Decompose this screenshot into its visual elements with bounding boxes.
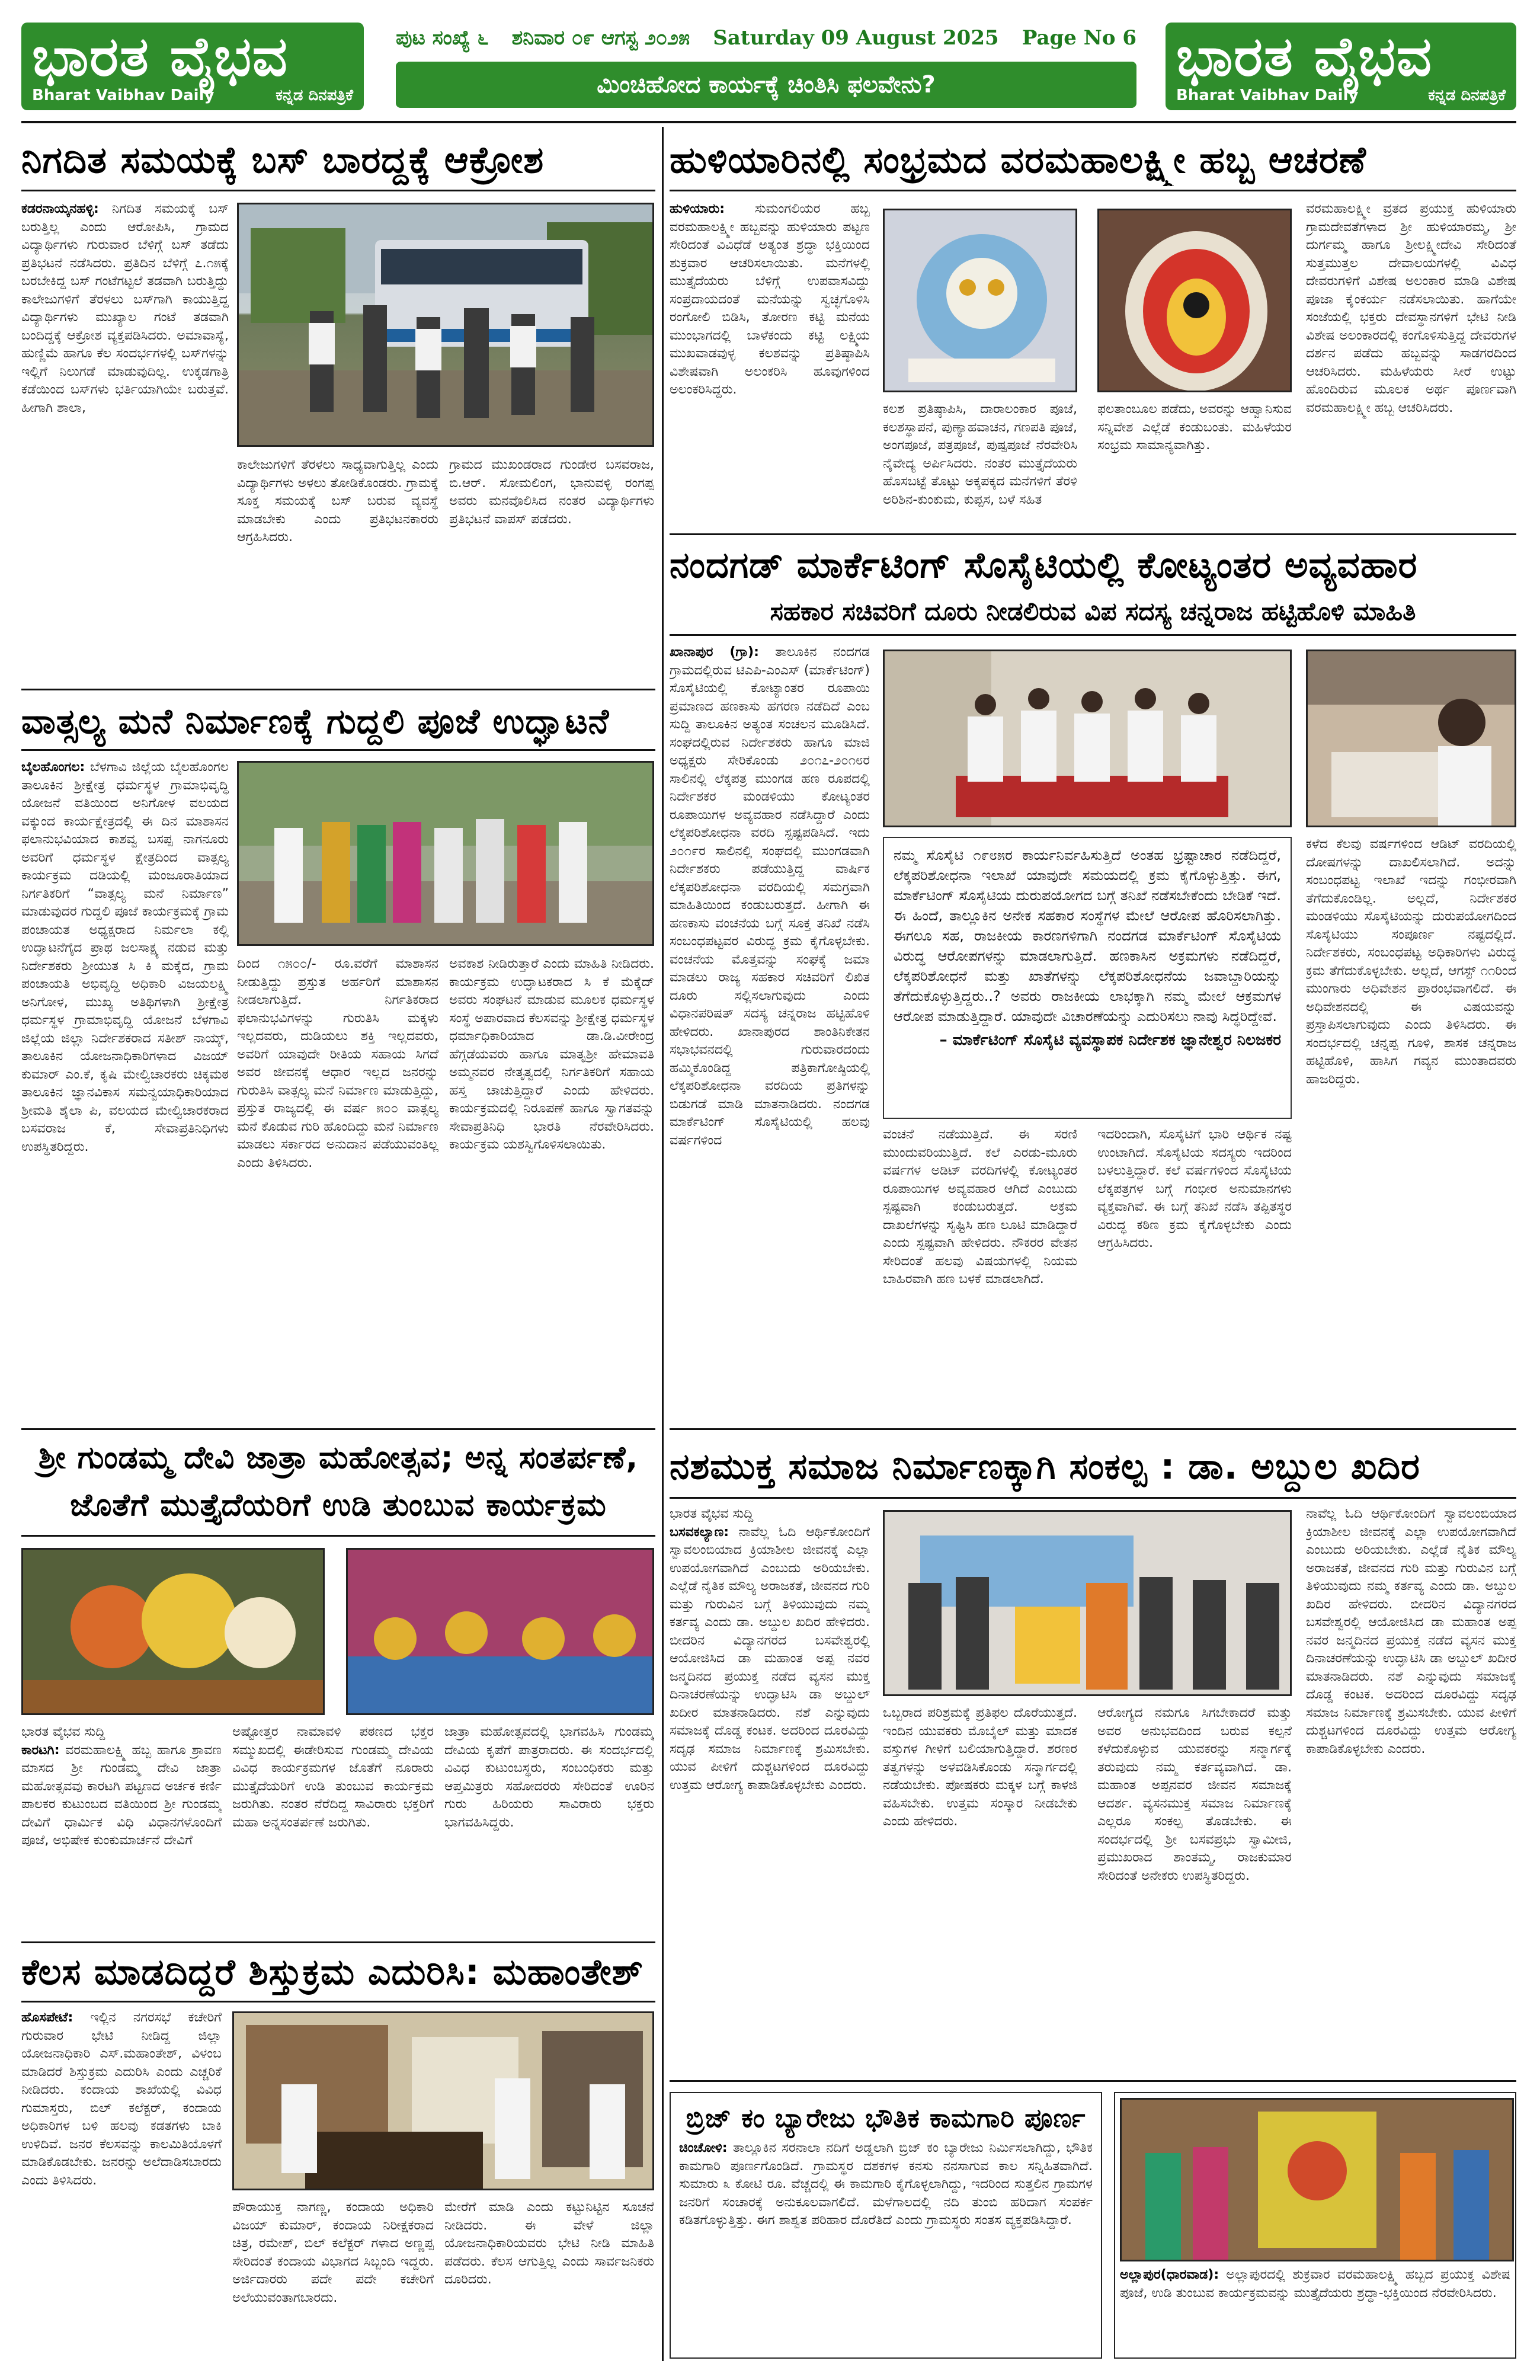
nashamukta-photo <box>883 1510 1292 1696</box>
varamahalakshmi-photo-2-image <box>1099 210 1292 392</box>
date-kn: ಶನಿವಾರ ೦೯ ಆಗಸ್ಟ ೨೦೨೫ <box>511 26 690 50</box>
nashamukta-text-1: ನಾವೆಲ್ಲ ಓದಿ ಆರ್ಥಿಕೋಂದಿಗೆ ಸ್ವಾವಲಂಬಿಯಾದ ಕ್ರಿಯಾಶೀಲ ಜೀವನಕ್ಕೆ ಎಲ್ಲಾ ಉಪಯೋಗವಾಗಿದೆ ಎಂಬುದು ಅರಿಯಬೇಕು. ಎಲ್ಲೆಡೆ ನೈತಿಕ ಮೌಲ್ಯ ಅರಾಜಕತೆ, ಜೀವನದ ಗುರಿ ಮತ್ತು ಗುರುವಿನ ಬಗ್ಗೆ ತಿಳಿಯುವುದು ನಮ್ಮ ಕರ್ತವ್ಯ ಎಂದು ಡಾ. ಅಬ್ದುಲ ಖದಿರ ಹೇಳಿದರು. ಬೀದರಿನ ವಿದ್ಯಾನಗರದ ಬಸವೇಶ್ವರಲ್ಲಿ ಆಯೋಜಿಸಿದ ಡಾ ಮಹಾಂತ ಅಪ್ಪ ನವರ ಜನ್ಮದಿನದ ಪ್ರಯುಕ್ತ ನಡೆದ ವ್ಯಸನ ಮುಕ್ತ ದಿನಾಚರಣೆಯನ್ನು ಉದ್ಘಾಟಿಸಿ ಡಾ ಅಬ್ದುಲ್ ಖದೀರ ಮಾತನಾಡಿದರು. ನಶೆ ಎನ್ನುವುದು ಸಮಾಜಕ್ಕೆ ದೊಡ್ಡ ಕಂಟಕ. ಅದರಿಂದ ದೂರವಿದ್ದು ಸದೃಢ ಸಮಾಜ ನಿರ್ಮಾಣಕ್ಕೆ ಶ್ರಮಿಸಬೇಕು. ಯುವ ಪೀಳಿಗೆ ದುಶ್ಚಟಗಳಿಂದ ದೂರವಿದ್ದು ಉತ್ತಮ ಆರೋಗ್ಯ ಕಾಪಾಡಿಕೊಳ್ಳಬೇಕು ಎಂದರು. <box>670 1524 870 1793</box>
divider-nashamukta <box>670 2080 1516 2082</box>
marketing-headline: ನಂದಗಡ್ ಮಾರ್ಕೆಟಿಂಗ್ ಸೊಸೈಟಿಯಲ್ಲಿ ಕೋಟ್ಯಂತರ ಅವ್ಯವಹಾರ <box>670 545 1418 586</box>
marketing-body-2: ವಂಚನೆ ನಡೆಯುತ್ತಿದೆ. ಈ ಸರಣಿ ಮುಂದುವರಿಯುತ್ತಿದೆ. ಕಲೆ ಎರಡು-ಮೂರು ವರ್ಷಗಳ ಅಡಿಟ್ ವರದಿಗಳಲ್ಲಿ ಕೋಟ್ಯಂತರ ರೂಪಾಯಿಗಳ ಅವ್ಯವಹಾರ ಆಗಿದೆ ಎಂಬುದು ಸ್ಪಷ್ಟವಾಗಿ ಕಂಡುಬರುತ್ತದೆ. ಅಕ್ರಮ ದಾಖಲೆಗಳನ್ನು ಸೃಷ್ಟಿಸಿ ಹಣ ಲೂಟಿ ಮಾಡಿದ್ದಾರೆ ಎಂದು ಸ್ಪಷ್ಟವಾಗಿ ಹೇಳಿದರು. ನೌಕರರ ವೇತನ ಸೇರಿದಂತೆ ಹಲವು ವಿಷಯಗಳಲ್ಲಿ ನಿಯಮ ಬಾಹಿರವಾಗಿ ಹಣ ಬಳಕೆ ಮಾಡಲಾಗಿದೆ. <box>883 1127 1077 1287</box>
vatsalya-body-3: ಅವಕಾಶ ನೀಡಿರುತ್ತಾರೆ ಎಂದು ಮಾಹಿತಿ ನೀಡಿದರು. ಕಾರ್ಯಕ್ರಮ ಉದ್ಘಾಟಕರಾದ ಸಿ ಕೆ ಮೆಕ್ಕೆದ್ ಅವರು ಸಂಘಟನೆ ಮಾಡುವ ಮೂಲಕ ಧರ್ಮಸ್ಥಳ ಸಂಸ್ಥೆ ಅಪಾರವಾದ ಕೆಲಸವನ್ನು ಶ್ರೀಕ್ಷೇತ್ರ ಧರ್ಮಸ್ಥಳ ಧರ್ಮಾಧಿಕಾರಿಯಾದ ಡಾ.ಡಿ.ವೀರೇಂದ್ರ ಹೆಗ್ಗಡೆಯವರು ಹಾಗೂ ಮಾತೃಶ್ರೀ ಹೇಮಾವತಿ ಅಮ್ಮನವರ ನೇತೃತ್ವದಲ್ಲಿ ನಿರ್ಗತಿಕರಿಗೆ ಸಹಾಯ ಹಸ್ತ ಚಾಚುತ್ತಿದ್ದಾರೆ ಎಂದು ಹೇಳಿದರು. ಕಾರ್ಯಕ್ರಮದಲ್ಲಿ ನಿರೂಪಣೆ ಹಾಗೂ ಸ್ವಾಗತವನ್ನು ಸೇವಾಪ್ರತಿನಿಧಿ ಭಾರತಿ ನೆರವೇರಿಸಿದರು. ಕಾರ್ಯಕ್ರಮ ಯಶಸ್ವಿಗೊಳಿಸಲಾಯಿತು. <box>449 957 654 1152</box>
varamahalakshmi-headline: ಹುಳಿಯಾರಿನಲ್ಲಿ ಸಂಭ್ರಮದ ವರಮಹಾಲಕ್ಷ್ಮೀ ಹಬ್ಬ ಆಚರಣೆ <box>670 138 1366 181</box>
bridge-box <box>670 2092 1102 2359</box>
marketing-quote: ನಮ್ಮ ಸೊಸೈಟಿ ೧೯೮೫ರ ಕಾರ್ಯನಿರ್ವಹಿಸುತ್ತಿದೆ ಅಂತಹ ಭ್ರಷ್ಟಾಚಾರ ನಡೆದಿದ್ದರೆ, ಲೆಕ್ಕಪರಿಶೋಧನಾ ಇಲಾಖೆ ಯಾವುದೇ ಸಮಯದಲ್ಲಿ ಕ್ರಮ ಕೈಗೊಳ್ಳುತ್ತಿತ್ತು. ಈಗ, ಮಾರ್ಕೆಟಿಂಗ್ ಸೊಸೈಟಿಯ ದುರುಪಯೋಗದ ಬಗ್ಗೆ ತನಿಖೆ ನಡೆಸಬೇಕೆಂದು ಬೇಡಿಕೆ ಇದೆ. ಈ ಹಿಂದೆ, ತಾಲ್ಲೂಕಿನ ಅನೇಕ ಸಹಕಾರ ಸಂಸ್ಥೆಗಳ ಮೇಲೆ ಆರೋಪ ಹೊರಿಸಲಾಗಿತ್ತು. ಈಗಲೂ ಸಹ, ರಾಜಕೀಯ ಕಾರಣಗಳಿಗಾಗಿ ನಂದಗಡ ಮಾರ್ಕೆಟಿಂಗ್ ಸೊಸೈಟಿಯ ವಿರುದ್ಧ ಆರೋಪಗಳನ್ನು ಮಾಡಲಾಗುತ್ತಿದೆ. ಹಣಕಾಸಿನ ಅಕ್ರಮಗಳು ನಡೆದಿದ್ದರೆ, ಲೆಕ್ಕಪರಿಶೋಧನೆ ಮತ್ತು ಖಾತೆಗಳನ್ನು ಲೆಕ್ಕಪರಿಶೋಧನೆಯ ಜವಾಬ್ದಾರಿಯನ್ನು ತೆಗೆದುಕೊಳ್ಳುತ್ತಿದ್ದರು..? ಅವರು ರಾಜಕೀಯ ಲಾಭಕ್ಕಾಗಿ ನಮ್ಮ ಮೇಲೆ ಆಕ್ರಮಗಳ ಆರೋಪ ಮಾಡುತ್ತಿದ್ದಾರೆ. ಯಾವುದೇ ವಿಚಾರಣೆಯನ್ನು ಎದುರಿಸಲು ನಾವು ಸಿದ್ಧರಿದ್ದೇವೆ. <box>894 847 1281 1025</box>
marketing-quote-signature: – ಮಾರ್ಕೆಟಿಂಗ್ ಸೊಸೈಟಿ ವ್ಯವಸ್ಥಾಪಕ ನಿರ್ದೇಶಕ ಜ್ಞಾನೇಶ್ವರ ನಿಲಜಕರ <box>939 1031 1281 1049</box>
bridge-text: ತಾಲ್ಲೂಕಿನ ಸರನಾಲಾ ನದಿಗೆ ಅಡ್ಡಲಾಗಿ ಬ್ರಿಜ್ ಕಂ ಬ್ಯಾರೇಜು ನಿರ್ಮಿಸಲಾಗಿದ್ದು, ಭೌತಿಕ ಕಾಮಗಾರಿ ಪೂರ್ಣಗೊಂಡಿದೆ. ಗ್ರಾಮಸ್ಥರ ದಶಕಗಳ ಕನಸು ನನಸಾಗುವ ಕಾಲ ಸನ್ನಿಹಿತವಾಗಿದೆ. ಸುಮಾರು ೩ ಕೋಟಿ ರೂ. ವೆಚ್ಚದಲ್ಲಿ ಈ ಕಾಮಗಾರಿ ಕೈಗೊಳ್ಳಲಾಗಿದ್ದು, ಇದರಿಂದ ಸುತ್ತಲಿನ ಗ್ರಾಮಗಳ ಜನರಿಗೆ ಸಂಚಾರಕ್ಕೆ ಅನುಕೂಲವಾಗಲಿದೆ. ಮಳೆಗಾಲದಲ್ಲಿ ನದಿ ತುಂಬಿ ಹರಿದಾಗ ಸಂಪರ್ಕ ಕಡಿತಗೊಳ್ಳುತ್ತಿತ್ತು. ಈಗ ಶಾಶ್ವತ ಪರಿಹಾರ ದೊರೆತಿದೆ ಎಂದು ಗ್ರಾಮಸ್ಥರು ಸಂತಸ ವ್ಯಕ್ತಪಡಿಸಿದ್ದಾರೆ. <box>679 2141 1093 2228</box>
marketing-photo <box>883 650 1292 827</box>
masthead-left <box>21 23 364 110</box>
masthead-title: ಭಾರತ ವೈಭವ <box>32 25 289 88</box>
varamahalakshmi-headline-rule <box>670 190 1516 191</box>
vatsalya-text-1: ಬೆಳಗಾವಿ ಜಿಲ್ಲೆಯ ಬೈಲಹೊಂಗಲ ತಾಲೂಕಿನ ಶ್ರೀಕ್ಷೇತ್ರ ಧರ್ಮಸ್ಥಳ ಗ್ರಾಮಾಭಿವೃದ್ಧಿ ಯೋಜನೆ ವತಿಯಿಂದ ಅನಿಗೋಳ ವಲಯದ ವಕ್ಕುಂದ ಕಾರ್ಯಕ್ಷೇತ್ರದಲ್ಲಿ ಈ ದಿನ ಮಾಶಾಸನ ಫಲಾನುಭವಿಯಾದ ಕಾಶವ್ವ ಬಸಪ್ಪ ನಾಗನೂರು ಅವರಿಗೆ ಧರ್ಮಸ್ಥಳ ಕ್ಷೇತ್ರದಿಂದ ವಾತ್ಸಲ್ಯ ಕಾರ್ಯಕ್ರಮ ದಡಿಯಲ್ಲಿ ಮಂಜೂರಾತಿಯಾದ ನಿರ್ಗತಿಕರಿಗೆ “ವಾತ್ಸಲ್ಯ ಮನೆ ನಿರ್ಮಾಣ” ಮಾಡುವುದರ ಗುದ್ದಲಿ ಪೂಜೆ ಕಾರ್ಯಕ್ರಮಕ್ಕೆ ಗ್ರಾಮ ಪಂಚಾಯತ ಅಧ್ಯಕ್ಷರಾದ ನಿರ್ಮಲಾ ಕಲ್ಲಿ ಉದ್ಘಾಟನೆಗೈದ ಪ್ರಾಥ ಜಲಸಾಕ್ಷ್ಯ ನಡುವ ಮತ್ತು ನಿರ್ದೇಶಕರು ಶ್ರೀಯುತ ಸಿ ಕಿ ಮಕ್ಕೆದ, ಗ್ರಾಮ ಪಂಚಾಯತಿ ಅಭಿವೃದ್ಧಿ ಅಧಿಕಾರಿ ವಿಜಯಲಕ್ಷ್ಮಿ ಅನಿಗೋಳ, ಮುಖ್ಯ ಅತಿಥಿಗಳಾಗಿ ಶ್ರೀಕ್ಷೇತ್ರ ಧರ್ಮಸ್ಥಳ ಗ್ರಾಮಾಭಿವೃದ್ಧಿ ಯೋಜನೆ ಬೆಳಗಾವಿ ಜಿಲ್ಲೆಯ ಜಿಲ್ಲಾ ನಿರ್ದೇಶಕರಾದ ಸತೀಶ್ ನಾಯ್ಕ್, ತಾಲೂಕಿನ ಯೋಜನಾಧಿಕಾರಿಗಳಾದ ವಿಜಯ್ ಕುಮಾರ್ ಎಂ.ಕೆ, ಕೃಷಿ ಮೇಲ್ವಿಚಾರಕರು ಚಿಕ್ಕಮಠ ತಾಲೂಕಿನ ಜ್ಞಾನವಿಕಾಸ ಸಮನ್ವಯಾಧಿಕಾರಿಯಾದ ಶ್ರೀಮತಿ ಶೈಲಾ ಪಿ, ವಲಯದ ಮೇಲ್ವಿಚಾರಕರಾದ ಬಸವರಾಜ ಕೆ, ಸೇವಾಪ್ರತಿನಿಧಿಗಳು ಉಪಸ್ಥಿತರಿದ್ದರು. <box>21 760 229 1154</box>
gundamma-text-1: ವರಮಹಾಲಕ್ಷ್ಮಿ ಹಬ್ಬ ಹಾಗೂ ಶ್ರಾವಣ ಮಾಸದ ಶ್ರೀ ಗುಂಡಮ್ಮ ದೇವಿ ಜಾತ್ರಾ ಮಹೋತ್ಸವವು ಕಾರಟಗಿ ಪಟ್ಟಣದ ಅರ್ಚಕ ಕರ್ಣಿ ಪಾಲಕರ ಕುಟುಂಬದ ವತಿಯಿಂದ ಶ್ರೀ ಗುಂಡಮ್ಮ ದೇವಿಗೆ ಧಾರ್ಮಿಕ ವಿಧಿ ವಿಧಾನಗಳೊಂದಿಗೆ ಪೂಜೆ, ಅಭಿಷೇಕ ಕುಂಕುಮಾರ್ಚನೆ ದೇವಿಗೆ <box>21 1742 222 1848</box>
caption-dateline: ಅಲ್ಲಾಪುರ(ಧಾರವಾಡ): <box>1120 2267 1219 2282</box>
bus-photo <box>237 203 654 447</box>
date-en: Saturday 09 August 2025 <box>713 26 999 50</box>
bridge-headline: ಬ್ರಿಜ್ ಕಂ ಬ್ಯಾರೇಜು ಭೌತಿಕ ಕಾಮಗಾರಿ ಪೂರ್ಣ <box>686 2103 1086 2133</box>
nashamukta-headline-rule <box>670 1497 1516 1499</box>
marketing-text-1: ತಾಲೂಕಿನ ನಂದಗಡ ಗ್ರಾಮದಲ್ಲಿರುವ ಟಿಎಪಿ-ಎಂಎಸ್ (ಮಾರ್ಕೆಟಿಂಗ್) ಸೊಸೈಟಿಯಲ್ಲಿ ಕೋಟ್ಯಾಂತರ ರೂಪಾಯಿ ಪ್ರಮಾಣದ ಹಣಕಾಸು ಹಗರಣ ನಡೆದಿದೆ ಎಂಬ ಸುದ್ದಿ ತಾಲೂಕಿನ ಅತ್ಯಂತ ಸಂಚಲನ ಮೂಡಿಸಿದೆ. ಸಂಘದಲ್ಲಿರುವ ನಿರ್ದೇಶಕರು ಹಾಗೂ ಮಾಜಿ ಅಧ್ಯಕ್ಷರು ಸೇರಿಕೊಂಡು ೨೦೧೭-೨೦೧೮ರ ಸಾಲಿನಲ್ಲಿ ಲೆಕ್ಕಪತ್ರ ಮುಂಗಡ ಹಣ ರೂಪದಲ್ಲಿ ನಿರ್ದೇಶಕರ ಮಂಡಳಿಯು ಕೋಟ್ಯಂತರ ರೂಪಾಯಿಗಳ ಅವ್ಯವಹಾರ ನಡೆಸಿದ್ದಾರೆ ಎಂದು ಲೆಕ್ಕಪರಿಶೋಧನಾ ವರದಿ ಸ್ಪಷ್ಟಪಡಿಸಿದೆ. ಇದು ೨೦೧೯ರ ಸಾಲಿನಲ್ಲಿ ಸಂಘದಲ್ಲಿ ಮುಂಗಡವಾಗಿ ನಿರ್ದೇಶಕರು ಪಡೆಯುತ್ತಿದ್ದ ವಾರ್ಷಿಕ ಲೆಕ್ಕಪರಿಶೋಧನಾ ವರದಿಯಲ್ಲಿ ಸಮಗ್ರವಾಗಿ ಮಾಹಿತಿಯಿಂದ ಕಂಡುಬರುತ್ತದೆ. ಹೀಗಾಗಿ ಈ ಹಣಕಾಸು ವಂಚನೆಯ ಬಗ್ಗೆ ಸೂಕ್ತ ತನಿಖೆ ನಡೆಸಿ ಸಂಬಂಧಪಟ್ಟವರ ವಿರುದ್ಧ ಕ್ರಮ ಕೈಗೊಳ್ಳಬೇಕು. ವಂಚನೆಯ ಮೊತ್ತವನ್ನು ಸಂಘಕ್ಕೆ ಜಮಾ ಮಾಡಲು ರಾಜ್ಯ ಸಹಕಾರ ಸಚಿವರಿಗೆ ಲಿಖಿತ ದೂರು ಸಲ್ಲಿಸಲಾಗುವುದು ಎಂದು ವಿಧಾನಪರಿಷತ್ ಸದಸ್ಯ ಚನ್ನರಾಜ ಹಟ್ಟಿಹೊಳಿ ಹೇಳಿದರು. ಖಾನಾಪುರದ ಶಾಂತಿನಿಕೇತನ ಸಭಾಭವನದಲ್ಲಿ ಗುರುವಾರದಂದು ಹಮ್ಮಿಕೊಂಡಿದ್ದ ಪತ್ರಿಕಾಗೋಷ್ಠಿಯಲ್ಲಿ ಲೆಕ್ಕಪರಿಶೋಧನಾ ವರದಿಯ ಪ್ರತಿಗಳನ್ನು ಬಿಡುಗಡೆ ಮಾಡಿ ಮಾತನಾಡಿದರು. ನಂದಗಡ ಮಾರ್ಕೆಟಿಂಗ್ ಸೊಸೈಟಿಯಲ್ಲಿ ಹಲವು ವರ್ಷಗಳಿಂದ <box>670 645 870 1148</box>
nashamukta-body-3: ಆರೋಗ್ಯದ ನಮಗೂ ಸಿಗಬೇಕಾದರೆ ಮತ್ತು ಅವರ ಅನುಭವದಿಂದ ಬರುವ ಕಲ್ಪನೆ ಕಳೆದುಕೊಳ್ಳುವ ಯುವಕರನ್ನು ಸನ್ಮಾರ್ಗಕ್ಕೆ ತರುವುದು ನಮ್ಮ ಕರ್ತವ್ಯವಾಗಿದೆ. ಡಾ. ಮಹಾಂತ ಅಪ್ಪನವರ ಜೀವನ ಸಮಾಜಕ್ಕೆ ಆದರ್ಶ. ವ್ಯಸನಮುಕ್ತ ಸಮಾಜ ನಿರ್ಮಾಣಕ್ಕೆ ಎಲ್ಲರೂ ಸಂಕಲ್ಪ ತೊಡಬೇಕು. ಈ ಸಂದರ್ಭದಲ್ಲಿ ಶ್ರೀ ಬಸವಪ್ರಭು ಸ್ವಾಮೀಜಿ, ಪ್ರಮುಖರಾದ ಶಾಂತಮ್ಮ, ರಾಜಕುಮಾರ ಸೇರಿದಂತೆ ಅನೇಕರು ಉಪಸ್ಥಿತರಿದ್ದರು. <box>1097 1706 1292 1883</box>
kelasa-text-1: ಇಲ್ಲಿನ ನಗರಸಭೆ ಕಚೇರಿಗೆ ಗುರುವಾರ ಭೇಟಿ ನೀಡಿದ್ದ ಜಿಲ್ಲಾ ಯೋಜನಾಧಿಕಾರಿ ಎಸ್.ಮಹಾಂತೇಶ್, ವಿಳಂಬ ಮಾಡಿದರೆ ಶಿಸ್ತುಕ್ರಮ ಎದುರಿಸಿ ಎಂದು ಎಚ್ಚರಿಕೆ ನೀಡಿದರು. ಕಂದಾಯ ಶಾಖೆಯಲ್ಲಿ ವಿವಿಧ ಗುಮಾಸ್ತರು, ಬಿಲ್ ಕಲೆಕ್ಟರ್, ಕಂದಾಯ ಅಧಿಕಾರಿಗಳ ಬಳಿ ಹಲವು ಕಡತಗಳು ಬಾಕಿ ಉಳಿದಿವೆ. ಜನರ ಕೆಲಸವನ್ನು ಕಾಲಮಿತಿಯೊಳಗೆ ಮಾಡಿಕೊಡಬೇಕು. ಜನರನ್ನು ಅಲೆದಾಡಿಸಬಾರದು ಎಂದು ತಿಳಿಸಿದರು. <box>21 2010 222 2188</box>
bus-body-2: ಕಾಲೇಜುಗಳಿಗೆ ತೆರಳಲು ಸಾಧ್ಯವಾಗುತ್ತಿಲ್ಲ ಎಂದು ವಿದ್ಯಾರ್ಥಿಗಳು ಅಳಲು ತೋಡಿಕೊಂಡರು. ಗ್ರಾಮಕ್ಕೆ ಸೂಕ್ತ ಸಮಯಕ್ಕೆ ಬಸ್ ಬರುವ ವ್ಯವಸ್ಥೆ ಮಾಡಬೇಕು ಎಂದು ಪ್ರತಿಭಟನಕಾರರು ಆಗ್ರಹಿಸಿದರು. <box>237 458 438 545</box>
masthead-right <box>1166 23 1516 110</box>
kelasa-photo-image <box>234 2013 654 2190</box>
gundamma-photo-1-image <box>23 1550 325 1715</box>
divider-bus <box>21 689 655 690</box>
caption-photo-image <box>1122 2100 1512 2260</box>
bus-body-1 <box>21 200 229 685</box>
masthead-title-right: ಭಾರತ ವೈಭವ <box>1176 25 1433 88</box>
varamahalakshmi-body-4: ವರಮಹಾಲಕ್ಷ್ಮೀ ವ್ರತದ ಪ್ರಯುಕ್ತ ಹುಳಿಯಾರು ಗ್ರಾಮದೇವತೆಗಳಾದ ಶ್ರೀ ಹುಳಿಯಾರಮ್ಮ, ಶ್ರೀ ದುರ್ಗಮ್ಮ ಹಾಗೂ ಶ್ರೀಲಕ್ಷ್ಮೀದೇವಿ ಸೇರಿದಂತೆ ಸುತ್ತಮುತ್ತಲ ದೇವಾಲಯಗಳಲ್ಲಿ ವಿವಿಧ ದೇವರುಗಳಿಗೆ ವಿಶೇಷ ಅಲಂಕಾರ ಮಾಡಿ ವಿಶೇಷ ಪೂಜಾ ಕೈಂಕರ್ಯ ನಡೆಸಲಾಯಿತು. ಹಾಗೆಯೇ ಸಂಜೆಯಲ್ಲಿ ಭಕ್ತರು ದೇವಸ್ಥಾನಗಳಿಗೆ ಭೇಟಿ ನೀಡಿ ವಿಶೇಷ ಅಲಂಕಾರದಲ್ಲಿ ಕಂಗೊಳಿಸುತ್ತಿದ್ದ ದೇವರುಗಳ ದರ್ಶನ ಪಡೆದು ಹಬ್ಬವನ್ನು ಸಾಡಗರದಿಂದ ಆಚರಿಸಿದರು. ಮಹಿಳೆಯರು ಸೀರೆ ಉಟ್ಟು ಹೊಂದಿರುವ ಮೂಲಕ ಅರ್ಥ ಪೂರ್ಣವಾಗಿ ವರಮಹಾಲಕ್ಷ್ಮೀ ಹಬ್ಬ ಆಚರಿಸಿದರು. <box>1306 201 1516 415</box>
gundamma-photo-2 <box>346 1548 654 1715</box>
gundamma-dateline: ಕಾರಟಗಿ: <box>21 1742 60 1758</box>
masthead-rule <box>21 121 1516 123</box>
bridge-body <box>679 2139 1093 2347</box>
gundamma-photo-2-image <box>348 1550 654 1715</box>
caption-photo <box>1120 2098 1514 2261</box>
divider-varamahalakshmi <box>670 533 1516 535</box>
nashamukta-body-1 <box>670 1505 870 2074</box>
nashamukta-body-2: ಒಬ್ಬರಾದ ಪರಿಶ್ರಮಕ್ಕೆ ಪ್ರತಿಫಲ ದೊರೆಯುತ್ತದೆ. ಇಂದಿನ ಯುವಕರು ಮೊಬೈಲ್ ಮತ್ತು ಮಾದಕ ವಸ್ತುಗಳ ಗೀಳಿಗೆ ಬಲಿಯಾಗುತ್ತಿದ್ದಾರೆ. ಶರಣರ ತತ್ವಗಳನ್ನು ಅಳವಡಿಸಿಕೊಂಡು ಸನ್ಮಾರ್ಗದಲ್ಲಿ ನಡೆಯಬೇಕು. ಪೋಷಕರು ಮಕ್ಕಳ ಬಗ್ಗೆ ಕಾಳಜಿ ವಹಿಸಬೇಕು. ಉತ್ತಮ ಸಂಸ್ಕಾರ ನೀಡಬೇಕು ಎಂದು ಹೇಳಿದರು. <box>883 1706 1077 1829</box>
varamahalakshmi-body-1 <box>670 200 870 529</box>
masthead-subtitle-kn: ಕನ್ನಡ ದಿನಪತ್ರಿಕೆ <box>276 87 353 104</box>
bus-text-1: ನಿಗದಿತ ಸಮಯಕ್ಕೆ ಬಸ್ ಬರುತ್ತಿಲ್ಲ ಎಂದು ಆರೋಪಿಸಿ, ಗ್ರಾಮದ ವಿದ್ಯಾರ್ಥಿಗಳು ಗುರುವಾರ ಬೆಳಿಗ್ಗೆ ಬಸ್ ತಡೆದು ಪ್ರತಿಭಟನೆ ನಡೆಸಿದರು. ಪ್ರತಿದಿನ ಬೆಳಿಗ್ಗೆ ೭.೧೫ಕ್ಕೆ ಬರಬೇಕಿದ್ದ ಬಸ್ ಗಂಟೆಗಟ್ಟಲೆ ತಡವಾಗಿ ಬರುತ್ತಿದ್ದು ಕಾಲೇಜುಗಳಿಗೆ ತೆರಳಲು ಬಸ್‌ಗಾಗಿ ಕಾಯುತ್ತಿದ್ದ ವಿದ್ಯಾರ್ಥಿಗಳು ಮುಖ್ಯಾಲ ಗಂಟೆ ತಡವಾಗಿ ಬಂದಿದ್ದಕ್ಕೆ ಆಕ್ರೋಶ ವ್ಯಕ್ತಪಡಿಸಿದರು. ಅಮಾವಾಸ್ಯೆ, ಹುಣ್ಣಿಮೆ ಹಾಗೂ ಕೆಲ ಸಂದರ್ಭಗಳಲ್ಲಿ ಬಸ್‌ಗಳನ್ನು ಇಲ್ಲಿಗೆ ನಿಲುಗಡೆ ಮಾಡುವುದಿಲ್ಲ. ಉಕ್ಕಡಗಾತ್ರಿ ಕಡೆಯಿಂದ ಬಸ್‌ಗಳು ಭರ್ತಿಯಾಗಿಯೇ ಬರುತ್ತವೆ. ಹೀಗಾಗಿ ಶಾಲಾ, <box>21 201 229 415</box>
marketing-body-3: ಇದರಿಂದಾಗಿ, ಸೊಸೈಟಿಗೆ ಭಾರಿ ಆರ್ಥಿಕ ನಷ್ಟ ಉಂಟಾಗಿದೆ. ಸೊಸೈಟಿಯ ಸದಸ್ಯರು ಇದರಿಂದ ಬಳಲುತ್ತಿದ್ದಾರೆ. ಕಲೆ ವರ್ಷಗಳಿಂದ ಸೊಸೈಟಿಯ ಲೆಕ್ಕಪತ್ರಗಳ ಬಗ್ಗೆ ಗಂಭೀರ ಅನುಮಾನಗಳು ವ್ಯಕ್ತವಾಗಿವೆ. ಈ ಬಗ್ಗೆ ತನಿಖೆ ನಡೆಸಿ ತಪ್ಪಿತಸ್ಥರ ವಿರುದ್ಧ ಕಠಿಣ ಕ್ರಮ ಕೈಗೊಳ್ಳಬೇಕು ಎಂದು ಆಗ್ರಹಿಸಿದರು. <box>1097 1127 1292 1250</box>
page-label-kn: ಪುಟ ಸಂಖ್ಯೆ ೬ <box>396 26 489 50</box>
caption-text-block <box>1120 2266 1510 2355</box>
gundamma-body-2: ಅಷ್ಟೋತ್ತರ ನಾಮಾವಳಿ ಪಠಣದ ಭಕ್ತರ ಸಮ್ಮುಖದಲ್ಲಿ ಈಡೇರಿಸುವ ಗುಂಡಮ್ಮ ದೇವಿಯ ವಿವಿಧ ಕಾರ್ಯಕ್ರಮಗಳ ಜೊತೆಗೆ ನೂರಾರು ಮುತ್ತೈದೆಯರಿಗೆ ಉಡಿ ತುಂಬುವ ಕಾರ್ಯಕ್ರಮ ಜರುಗಿತು. ನಂತರ ನೆರೆದಿದ್ದ ಸಾವಿರಾರು ಭಕ್ತರಿಗೆ ಮಹಾ ಅನ್ನಸಂತರ್ಪಣೆ ಜರುಗಿತು. <box>232 1725 434 1830</box>
kelasa-body-1 <box>21 2009 222 2359</box>
kelasa-headline-rule <box>21 2001 655 2002</box>
vatsalya-headline-rule <box>21 749 655 751</box>
divider-marketing <box>670 1428 1516 1430</box>
caption-box <box>1114 2092 1516 2359</box>
marketing-quote-box <box>883 837 1292 1119</box>
marketing-headline-rule <box>670 634 1516 636</box>
masthead-subtitle-kn-right: ಕನ್ನಡ ದಿನಪತ್ರಿಕೆ <box>1428 87 1506 104</box>
vatsalya-photo-image <box>239 763 654 946</box>
nashamukta-headline: ನಶಮುಕ್ತ ಸಮಾಜ ನಿರ್ಮಾಣಕ್ಕಾಗಿ ಸಂಕಲ್ಪ : ಡಾ. ಅಬ್ದುಲ ಖದಿರ <box>670 1446 1420 1488</box>
gundamma-headline-1: ಶ್ರೀ ಗುಂಡಮ್ಮ ದೇವಿ ಜಾತ್ರಾ ಮಹೋತ್ಸವ; ಅನ್ನ ಸಂತರ್ಪಣೆ, <box>38 1440 639 1476</box>
marketing-body-4: ಕಳೆದ ಕೆಲವು ವರ್ಷಗಳಿಂದ ಆಡಿಟ್ ವರದಿಯಲ್ಲಿ ದೋಷಗಳನ್ನು ದಾಖಲಿಸಲಾಗಿದೆ. ಅದನ್ನು ಸಂಬಂಧಪಟ್ಟ ಇಲಾಖೆ ಇದನ್ನು ಗಂಭೀರವಾಗಿ ತೆಗೆದುಕೊಂಡಿಲ್ಲ. ಅಲ್ಲದೆ, ನಿರ್ದೇಶಕರ ಮಂಡಳಿಯು ಸೊಸೈಟಿಯನ್ನು ದುರುಪಯೋಗದಿಂದ ಸೊಸೈಟಿಯು ಸಂಪೂರ್ಣ ನಷ್ಟದಲ್ಲಿದೆ. ನಿರ್ದೇಶಕರು, ಸಂಬಂಧಪಟ್ಟ ಅಧಿಕಾರಿಗಳು ವಿರುದ್ಧ ಕ್ರಮ ತೆಗೆದುಕೊಳ್ಳಬೇಕು. ಅಲ್ಲದೆ, ಆಗಸ್ಟ್ ೧೧ರಿಂದ ಮುಂಗಾರು ಅಧಿವೇಶನ ಪ್ರಾರಂಭವಾಗಲಿದೆ. ಈ ಅಧಿವೇಶನದಲ್ಲಿ ಈ ವಿಷಯವನ್ನು ಪ್ರಸ್ತಾಪಿಸಲಾಗುವುದು ಎಂದು ತಿಳಿಸಿದರು. ಈ ಸಂದರ್ಭದಲ್ಲಿ ಚನ್ನಪ್ಪ ಗೂಳಿ, ಶಾಸಕ ಚನ್ನರಾಜ ಹಟ್ಟಿಹೊಳಿ, ಹಾಸಿಗ ಗವ್ಯನ ಮುಂತಾದವರು ಹಾಜರಿದ್ದರು. <box>1306 837 1516 1087</box>
kelasa-photo <box>232 2011 654 2190</box>
varamahalakshmi-body-2: ಕಲಶ ಪ್ರತಿಷ್ಠಾಪಿಸಿ, ದಾರಾಲಂಕಾರ ಪೂಜೆ, ಕಲಶಸ್ಥಾಪನೆ, ಪುಣ್ಯಾಹವಾಚನ, ಗಣಪತಿ ಪೂಜೆ, ಅಂಗಪೂಜೆ, ಪತ್ರಪೂಜೆ, ಪುಷ್ಪಪೂಜೆ ನೆರವೇರಿಸಿ ನೈವೇದ್ಯ ಅರ್ಪಿಸಿದರು. ನಂತರ ಮುತ್ತೈದೆಯರು ಹೊಸಬಟ್ಟೆ ತೊಟ್ಟು ಅಕ್ಕಪಕ್ಕದ ಮನೆಗಳಿಗೆ ತೆರಳಿ ಅರಿಶಿನ-ಕುಂಕುಮ, ಕುಪ್ಪಸ, ಬಳೆ ಸಹಿತ <box>883 402 1077 507</box>
varamahalakshmi-photo-1 <box>883 209 1077 392</box>
divider-vatsalya <box>21 1428 655 1430</box>
marketing-portrait-image <box>1308 651 1516 827</box>
divider-gundamma <box>21 1941 655 1943</box>
kelasa-body-3: ಮೇರೆಗೆ ಮಾಡಿ ಎಂದು ಕಟ್ಟುನಿಟ್ಟಿನ ಸೂಚನೆ ನೀಡಿದರು. ಈ ವೇಳೆ ಜಿಲ್ಲಾ ಯೋಜನಾಧಿಕಾರಿಯವರು ಭೇಟಿ ನೀಡಿ ಮಾಹಿತಿ ಪಡೆದರು. ಕೆಲಸ ಆಗುತ್ತಿಲ್ಲ ಎಂದು ಸಾರ್ವಜನಿಕರು ದೂರಿದರು. <box>444 2200 654 2287</box>
marketing-subhead: ಸಹಕಾರ ಸಚಿವರಿಗೆ ದೂರು ನೀಡಲಿರುವ ವಿಪ ಸದಸ್ಯ ಚನ್ನರಾಜ ಹಟ್ಟಿಹೊಳಿ ಮಾಹಿತಿ <box>770 597 1416 626</box>
vatsalya-body-2: ದಿಂದ ೧೫೦೦/- ರೂ.ವರೆಗೆ ಮಾಶಾಸನ ನೀಡುತ್ತಿದ್ದು ಪ್ರಸ್ತುತ ಅರ್ಹರಿಗೆ ಮಾಶಾಸನ ನೀಡಲಾಗುತ್ತಿದೆ. ನಿರ್ಗತಿಕರಾದ ಫಲಾನುಭವಿಗಳನ್ನು ಗುರುತಿಸಿ ಮಕ್ಕಳು ಇಲ್ಲದವರು, ದುಡಿಯಲು ಶಕ್ತಿ ಇಲ್ಲದವರು, ಅವರಿಗೆ ಯಾವುದೇ ರೀತಿಯ ಸಹಾಯ ಸಿಗದೆ ಅವರ ಜೀವನಕ್ಕೆ ಆಧಾರ ಇಲ್ಲದ ಜನರನ್ನು ಗುರುತಿಸಿ ವಾತ್ಸಲ್ಯ ಮನೆ ನಿರ್ಮಾಣ ಮಾಡುತ್ತಿದ್ದು, ಪ್ರಸ್ತುತ ರಾಜ್ಯದಲ್ಲಿ ಈ ವರ್ಷ ೫೦೦ ವಾತ್ಸಲ್ಯ ಮನೆ ಕೊಡುವ ಗುರಿ ಹೊಂದಿದ್ದು ಮನೆ ನಿರ್ಮಾಣ ಮಾಡಲು ಸರ್ಕಾರದ ಅನುದಾನ ಪಡೆಯುವಂತಿಲ್ಲ ಎಂದು ತಿಳಿಸಿದರು. <box>237 957 438 1170</box>
bus-headline: ನಿಗದಿತ ಸಮಯಕ್ಕೆ ಬಸ್ ಬಾರದ್ದಕ್ಕೆ ಆಕ್ರೋಶ <box>21 138 545 181</box>
bus-headline-rule <box>21 190 655 191</box>
kelasa-body-2: ಪೌರಾಯುಕ್ತ ನಾಗಣ್ಣ, ಕಂದಾಯ ಅಧಿಕಾರಿ ವಿಜಯ್ ಕುಮಾರ್, ಕಂದಾಯ ನಿರೀಕ್ಷಕರಾದ ಚಿತ್ರ, ರಮೇಶ್, ಬಿಲ್ ಕಲೆಕ್ಟರ್ ಗಳಾದ ಅಣ್ಣಪ್ಪ ಸೇರಿದಂತೆ ಕಂದಾಯ ವಿಭಾಗದ ಸಿಬ್ಬಂದಿ ಇದ್ದರು. ಅರ್ಜಿದಾರರು ಪದೇ ಪದೇ ಕಚೇರಿಗೆ ಅಲೆಯುವಂತಾಗಬಾರದು. <box>232 2200 434 2305</box>
masthead-subtitle-en: Bharat Vaibhav Daily <box>32 87 214 104</box>
marketing-photo-image <box>885 651 1292 827</box>
column-divider <box>662 127 664 2361</box>
nashamukta-source: ಭಾರತ ವೈಭವ ಸುದ್ದಿ <box>670 1506 754 1521</box>
vatsalya-photo <box>237 761 654 946</box>
vatsalya-dateline: ಬೈಲಹೊಂಗಲ: <box>21 760 85 775</box>
masthead-subtitle-en-right: Bharat Vaibhav Daily <box>1176 87 1359 104</box>
caption-text: ಅಲ್ಲಾಪುರದಲ್ಲಿ ಶುಕ್ರವಾರ ವರಮಹಾಲಕ್ಷ್ಮಿ ಹಬ್ಬದ ಪ್ರಯುಕ್ತ ವಿಶೇಷ ಪೂಜೆ, ಉಡಿ ತುಂಬುವ ಕಾರ್ಯಕ್ರಮವನ್ನು ಮುತ್ತೈದೆಯರು ಶ್ರದ್ಧಾ-ಭಕ್ತಿಯಿಂದ ನೆರವೇರಿಸಿದರು. <box>1120 2267 1510 2301</box>
gundamma-body-1 <box>21 1723 222 1937</box>
top-headline: ಮಿಂಚಿಹೋದ ಕಾರ್ಯಕ್ಕೆ ಚಿಂತಿಸಿ ಫಲವೇನು? <box>396 62 1136 108</box>
nashamukta-photo-image <box>885 1512 1292 1696</box>
varamahalakshmi-photo-1-image <box>885 210 1077 392</box>
nashamukta-dateline: ಬಸವಕಲ್ಯಾಣ: <box>670 1524 729 1540</box>
bus-body-3: ಗ್ರಾಮದ ಮುಖಂಡರಾದ ಗುಂಡೇರ ಬಸವರಾಜ, ಬಿ.ಆರ್. ಸೋಮಲಿಂಗ, ಭಾನುವಳ್ಳಿ ರಂಗಪ್ಪ ಅವರು ಮನವೊಲಿಸಿದ ನಂತರ ವಿದ್ಯಾರ್ಥಿಗಳು ಪ್ರತಿಭಟನೆ ವಾಪಸ್ ಪಡೆದರು. <box>449 458 654 527</box>
marketing-portrait <box>1306 650 1516 827</box>
varamahalakshmi-photo-2 <box>1097 209 1292 392</box>
marketing-dateline: ಖಾನಾಪುರ (ಗ್ರಾ): <box>670 645 759 660</box>
vatsalya-headline: ವಾತ್ಸಲ್ಯ ಮನೆ ನಿರ್ಮಾಣಕ್ಕೆ ಗುದ್ದಲಿ ಪೂಜೆ ಉದ್ಘಾಟನೆ <box>21 701 610 741</box>
gundamma-headline-rule <box>21 1535 655 1537</box>
gundamma-source: ಭಾರತ ವೈಭವ ಸುದ್ದಿ <box>21 1725 105 1739</box>
bus-dateline: ಕಡರನಾಯ್ಕನಹಳ್ಳಿ: <box>21 201 99 216</box>
gundamma-photo-1 <box>21 1548 325 1715</box>
marketing-body-1 <box>670 644 870 1420</box>
varamahalakshmi-dateline: ಹುಳಿಯಾರು: <box>670 201 725 216</box>
gundamma-body-3: ಜಾತ್ರಾ ಮಹೋತ್ಸವದಲ್ಲಿ ಭಾಗವಹಿಸಿ ಗುಂಡಮ್ಮ ದೇವಿಯ ಕೃಪೆಗೆ ಪಾತ್ರರಾದರು. ಈ ಸಂದರ್ಭದಲ್ಲಿ ವಿವಿಧ ಕುಟುಂಬಸ್ಥರು, ಸಂಬಂಧಿಕರು ಮತ್ತು ಆಪ್ತಮಿತ್ರರು ಸಹೋದರರು ಸೇರಿದಂತೆ ಊರಿನ ಗುರು ಹಿರಿಯರು ಸಾವಿರಾರು ಭಕ್ತರು ಭಾಗವಹಿಸಿದ್ದರು. <box>444 1725 654 1830</box>
varamahalakshmi-body-3: ಫಲತಾಂಬೂಲ ಪಡೆದು, ಅವರನ್ನು ಆಹ್ವಾನಿಸುವ ಸನ್ನಿವೇಶ ಎಲ್ಲೆಡೆ ಕಂಡುಬಂತು. ಮಹಿಳೆಯರ ಸಂಭ್ರಮ ಸಾಮಾನ್ಯವಾಗಿತ್ತು. <box>1097 402 1292 453</box>
masthead-meta <box>396 24 1136 52</box>
nashamukta-body-4: ನಾವೆಲ್ಲ ಓದಿ ಆರ್ಥಿಕೋಂದಿಗೆ ಸ್ವಾವಲಂಬಿಯಾದ ಕ್ರಿಯಾಶೀಲ ಜೀವನಕ್ಕೆ ಎಲ್ಲಾ ಉಪಯೋಗವಾಗಿದೆ ಎಂಬುದು ಅರಿಯಬೇಕು. ಎಲ್ಲೆಡೆ ನೈತಿಕ ಮೌಲ್ಯ ಅರಾಜಕತೆ, ಜೀವನದ ಗುರಿ ಮತ್ತು ಗುರುವಿನ ಬಗ್ಗೆ ತಿಳಿಯುವುದು ನಮ್ಮ ಕರ್ತವ್ಯ ಎಂದು ಡಾ. ಅಬ್ದುಲ ಖದಿರ ಹೇಳಿದರು. ಬೀದರಿನ ವಿದ್ಯಾನಗರದ ಬಸವೇಶ್ವರಲ್ಲಿ ಆಯೋಜಿಸಿದ ಡಾ ಮಹಾಂತ ಅಪ್ಪ ನವರ ಜನ್ಮದಿನದ ಪ್ರಯುಕ್ತ ನಡೆದ ವ್ಯಸನ ಮುಕ್ತ ದಿನಾಚರಣೆಯನ್ನು ಉದ್ಘಾಟಿಸಿ ಡಾ ಅಬ್ದುಲ್ ಖದೀರ ಮಾತನಾಡಿದರು. ನಶೆ ಎನ್ನುವುದು ಸಮಾಜಕ್ಕೆ ದೊಡ್ಡ ಕಂಟಕ. ಅದರಿಂದ ದೂರವಿದ್ದು ಸದೃಢ ಸಮಾಜ ನಿರ್ಮಾಣಕ್ಕೆ ಶ್ರಮಿಸಬೇಕು. ಯುವ ಪೀಳಿಗೆ ದುಶ್ಚಟಗಳಿಂದ ದೂರವಿದ್ದು ಉತ್ತಮ ಆರೋಗ್ಯ ಕಾಪಾಡಿಕೊಳ್ಳಬೇಕು ಎಂದರು. <box>1306 1506 1516 1757</box>
page-number: Page No 6 <box>1022 26 1136 50</box>
kelasa-headline: ಕೆಲಸ ಮಾಡದಿದ್ದರೆ ಶಿಸ್ತುಕ್ರಮ ಎದುರಿಸಿ: ಮಹಾಂತೇಶ್ <box>21 1952 643 1993</box>
bus-photo-image <box>239 204 654 447</box>
varamahalakshmi-text-1: ಸುಮಂಗಲಿಯರ ಹಬ್ಬ ವರಮಹಾಲಕ್ಷ್ಮೀ ಹಬ್ಬವನ್ನು ಹುಳಿಯಾರು ಪಟ್ಟಣ ಸೇರಿದಂತೆ ವಿವಿಧೆಡೆ ಅತ್ಯಂತ ಶ್ರದ್ಧಾ ಭಕ್ತಿಯಿಂದ ಶುಕ್ರವಾರ ಆಚರಿಸಲಾಯಿತು. ಮನೆಗಳಲ್ಲಿ ಮುತ್ತೈದೆಯರು ಬೆಳಿಗ್ಗೆ ಉಪವಾಸವಿದ್ದು ಸಂಪ್ರದಾಯದಂತೆ ಮನೆಯನ್ನು ಸ್ವಚ್ಛಗೊಳಿಸಿ ರಂಗೋಲಿ ಬಿಡಿಸಿ, ತೋರಣ ಕಟ್ಟಿ ಮನೆಯ ಮುಂಭಾಗದಲ್ಲಿ ಬಾಳೆಕಂದು ಕಟ್ಟಿ ಲಕ್ಷ್ಮಿಯ ಮುಖವಾಡವುಳ್ಳ ಕಲಶವನ್ನು ಪ್ರತಿಷ್ಠಾಪಿಸಿ ವಿಶೇಷವಾಗಿ ಅಲಂಕರಿಸಿ ಹೂವುಗಳಿಂದ ಅಲಂಕರಿಸಿದ್ದರು. <box>670 201 870 397</box>
gundamma-headline-2: ಜೊತೆಗೆ ಮುತ್ತೈದೆಯರಿಗೆ ಉಡಿ ತುಂಬುವ ಕಾರ್ಯಕ್ರಮ <box>70 1488 607 1523</box>
kelasa-dateline: ಹೊಸಪೇಟೆ: <box>21 2010 73 2025</box>
bridge-dateline: ಚಿಂಚೋಳಿ: <box>679 2141 728 2155</box>
vatsalya-body-1 <box>21 759 229 1422</box>
